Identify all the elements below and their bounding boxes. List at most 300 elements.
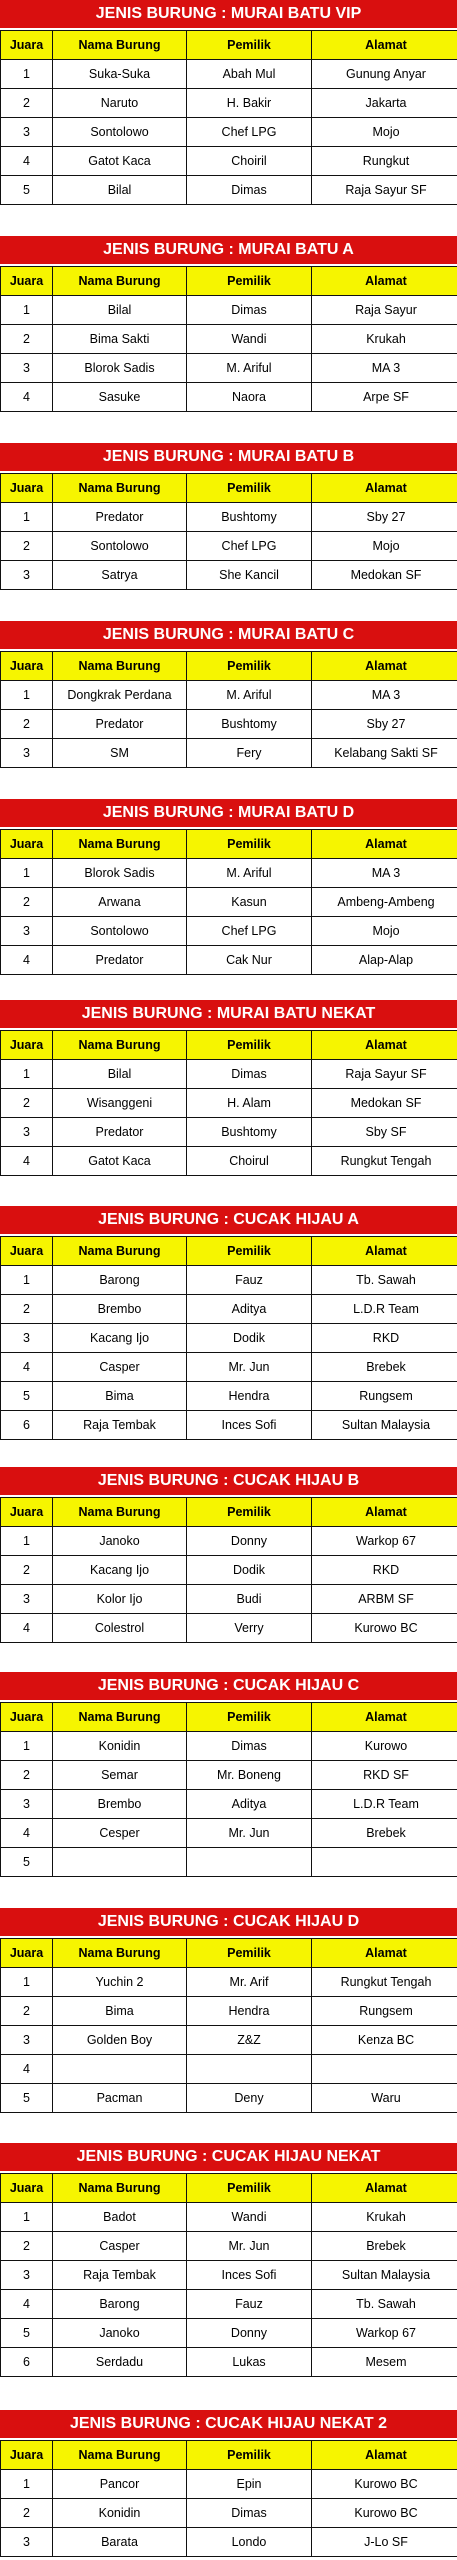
table-row bbox=[1, 1353, 457, 1382]
cell-bird: Janoko bbox=[53, 2319, 187, 2348]
cell-rank: 5 bbox=[1, 2319, 53, 2348]
cell-owner: Choirul bbox=[187, 1147, 312, 1176]
cell-address: RKD SF bbox=[312, 1761, 457, 1790]
table-header-row bbox=[1, 267, 457, 296]
cell-rank: 3 bbox=[1, 1585, 53, 1614]
cell-address: Krukah bbox=[312, 2203, 457, 2232]
table-row bbox=[1, 354, 457, 383]
cell-rank: 5 bbox=[1, 1382, 53, 1411]
cell-owner: Londo bbox=[187, 2528, 312, 2557]
cell-rank: 3 bbox=[1, 739, 53, 768]
cell-rank: 1 bbox=[1, 1266, 53, 1295]
result-section bbox=[0, 799, 457, 975]
table-header-row bbox=[1, 474, 457, 503]
cell-address: Kenza BC bbox=[312, 2026, 457, 2055]
table-row bbox=[1, 2470, 457, 2499]
column-header-rank: Juara bbox=[1, 1939, 53, 1968]
cell-rank: 3 bbox=[1, 118, 53, 147]
cell-bird: Predator bbox=[53, 503, 187, 532]
cell-owner: Chef LPG bbox=[187, 118, 312, 147]
cell-address: Brebek bbox=[312, 2232, 457, 2261]
section-title: JENIS BURUNG : CUCAK HIJAU B bbox=[0, 1467, 457, 1497]
cell-rank: 4 bbox=[1, 2055, 53, 2084]
section-title: JENIS BURUNG : CUCAK HIJAU C bbox=[0, 1672, 457, 1702]
cell-bird: Sontolowo bbox=[53, 917, 187, 946]
cell-address: Mojo bbox=[312, 917, 457, 946]
table-row bbox=[1, 2319, 457, 2348]
cell-bird: Predator bbox=[53, 946, 187, 975]
cell-bird: Kacang Ijo bbox=[53, 1556, 187, 1585]
table-row bbox=[1, 2055, 457, 2084]
cell-address: Gunung Anyar bbox=[312, 60, 457, 89]
cell-owner: Fery bbox=[187, 739, 312, 768]
cell-address: Rungsem bbox=[312, 1997, 457, 2026]
table-row bbox=[1, 2232, 457, 2261]
cell-bird: Bilal bbox=[53, 1060, 187, 1089]
results-table bbox=[0, 1236, 457, 1440]
cell-address: Kurowo BC bbox=[312, 2470, 457, 2499]
column-header-address: Alamat bbox=[312, 2441, 457, 2470]
cell-owner: Lukas bbox=[187, 2348, 312, 2377]
table-row bbox=[1, 1060, 457, 1089]
table-row bbox=[1, 383, 457, 412]
cell-address: Medokan SF bbox=[312, 1089, 457, 1118]
cell-bird: Sontolowo bbox=[53, 118, 187, 147]
cell-bird: Serdadu bbox=[53, 2348, 187, 2377]
cell-bird: Badot bbox=[53, 2203, 187, 2232]
table-row bbox=[1, 89, 457, 118]
cell-owner: Hendra bbox=[187, 1382, 312, 1411]
cell-bird: Brembo bbox=[53, 1790, 187, 1819]
cell-owner: Mr. Arif bbox=[187, 1968, 312, 1997]
cell-rank: 1 bbox=[1, 859, 53, 888]
table-row bbox=[1, 1997, 457, 2026]
table-row bbox=[1, 2084, 457, 2113]
column-header-bird: Nama Burung bbox=[53, 474, 187, 503]
cell-address: L.D.R Team bbox=[312, 1790, 457, 1819]
cell-bird: Predator bbox=[53, 1118, 187, 1147]
cell-bird: Pacman bbox=[53, 2084, 187, 2113]
cell-bird: Bima Sakti bbox=[53, 325, 187, 354]
cell-address: Rungkut bbox=[312, 147, 457, 176]
cell-bird: Arwana bbox=[53, 888, 187, 917]
cell-owner: H. Alam bbox=[187, 1089, 312, 1118]
column-header-address: Alamat bbox=[312, 2174, 457, 2203]
cell-address: Rungkut Tengah bbox=[312, 1968, 457, 1997]
table-row bbox=[1, 2348, 457, 2377]
table-row bbox=[1, 2528, 457, 2557]
column-header-rank: Juara bbox=[1, 31, 53, 60]
table-row bbox=[1, 296, 457, 325]
cell-owner: Aditya bbox=[187, 1790, 312, 1819]
section-title: JENIS BURUNG : CUCAK HIJAU A bbox=[0, 1206, 457, 1236]
column-header-owner: Pemilik bbox=[187, 2441, 312, 2470]
table-row bbox=[1, 1761, 457, 1790]
cell-rank: 1 bbox=[1, 1732, 53, 1761]
cell-rank: 4 bbox=[1, 946, 53, 975]
result-section bbox=[0, 621, 457, 768]
table-row bbox=[1, 1848, 457, 1877]
cell-address: Warkop 67 bbox=[312, 1527, 457, 1556]
cell-address: Sultan Malaysia bbox=[312, 2261, 457, 2290]
table-row bbox=[1, 1527, 457, 1556]
cell-bird: Suka-Suka bbox=[53, 60, 187, 89]
cell-owner: Wandi bbox=[187, 325, 312, 354]
cell-bird: Barong bbox=[53, 1266, 187, 1295]
table-row bbox=[1, 1382, 457, 1411]
cell-bird bbox=[53, 2055, 187, 2084]
cell-bird: Semar bbox=[53, 1761, 187, 1790]
cell-address: J-Lo SF bbox=[312, 2528, 457, 2557]
cell-rank: 4 bbox=[1, 1614, 53, 1643]
cell-bird: Konidin bbox=[53, 1732, 187, 1761]
cell-bird: Pancor bbox=[53, 2470, 187, 2499]
table-row bbox=[1, 1324, 457, 1353]
cell-address: Raja Sayur SF bbox=[312, 176, 457, 205]
column-header-rank: Juara bbox=[1, 2174, 53, 2203]
cell-bird: Gatot Kaca bbox=[53, 147, 187, 176]
column-header-bird: Nama Burung bbox=[53, 1498, 187, 1527]
cell-bird: Bilal bbox=[53, 176, 187, 205]
cell-rank: 5 bbox=[1, 1848, 53, 1877]
cell-rank: 4 bbox=[1, 1147, 53, 1176]
cell-rank: 4 bbox=[1, 1819, 53, 1848]
results-table bbox=[0, 473, 457, 590]
column-header-bird: Nama Burung bbox=[53, 1703, 187, 1732]
cell-bird: Brembo bbox=[53, 1295, 187, 1324]
column-header-address: Alamat bbox=[312, 830, 457, 859]
cell-owner: Bushtomy bbox=[187, 1118, 312, 1147]
cell-rank: 1 bbox=[1, 296, 53, 325]
column-header-owner: Pemilik bbox=[187, 830, 312, 859]
section-title: JENIS BURUNG : MURAI BATU D bbox=[0, 799, 457, 829]
cell-address: Mesem bbox=[312, 2348, 457, 2377]
cell-rank: 4 bbox=[1, 147, 53, 176]
column-header-bird: Nama Burung bbox=[53, 1237, 187, 1266]
cell-owner bbox=[187, 2055, 312, 2084]
results-table bbox=[0, 1497, 457, 1643]
table-row bbox=[1, 1585, 457, 1614]
table-row bbox=[1, 176, 457, 205]
cell-address: Alap-Alap bbox=[312, 946, 457, 975]
cell-rank: 2 bbox=[1, 532, 53, 561]
cell-address: ARBM SF bbox=[312, 1585, 457, 1614]
results-table bbox=[0, 30, 457, 205]
section-title: JENIS BURUNG : CUCAK HIJAU D bbox=[0, 1908, 457, 1938]
cell-rank: 3 bbox=[1, 2026, 53, 2055]
cell-owner: Donny bbox=[187, 1527, 312, 1556]
column-header-address: Alamat bbox=[312, 31, 457, 60]
cell-owner: Dimas bbox=[187, 1732, 312, 1761]
cell-owner: H. Bakir bbox=[187, 89, 312, 118]
results-table bbox=[0, 2173, 457, 2377]
cell-rank: 2 bbox=[1, 888, 53, 917]
result-section bbox=[0, 236, 457, 412]
table-row bbox=[1, 1968, 457, 1997]
cell-rank: 2 bbox=[1, 1089, 53, 1118]
cell-rank: 1 bbox=[1, 503, 53, 532]
cell-owner: Kasun bbox=[187, 888, 312, 917]
cell-owner: Chef LPG bbox=[187, 532, 312, 561]
cell-rank: 4 bbox=[1, 1353, 53, 1382]
cell-rank: 5 bbox=[1, 2084, 53, 2113]
section-title: JENIS BURUNG : MURAI BATU B bbox=[0, 443, 457, 473]
cell-bird: SM bbox=[53, 739, 187, 768]
column-header-rank: Juara bbox=[1, 652, 53, 681]
table-row bbox=[1, 118, 457, 147]
cell-rank: 2 bbox=[1, 2499, 53, 2528]
table-row bbox=[1, 917, 457, 946]
cell-bird: Yuchin 2 bbox=[53, 1968, 187, 1997]
table-header-row bbox=[1, 2441, 457, 2470]
column-header-owner: Pemilik bbox=[187, 2174, 312, 2203]
cell-owner: Hendra bbox=[187, 1997, 312, 2026]
column-header-address: Alamat bbox=[312, 267, 457, 296]
cell-owner: Mr. Jun bbox=[187, 2232, 312, 2261]
cell-address: Sby 27 bbox=[312, 710, 457, 739]
cell-address: Ambeng-Ambeng bbox=[312, 888, 457, 917]
cell-address: MA 3 bbox=[312, 681, 457, 710]
table-row bbox=[1, 325, 457, 354]
cell-address: Brebek bbox=[312, 1353, 457, 1382]
cell-rank: 2 bbox=[1, 89, 53, 118]
column-header-bird: Nama Burung bbox=[53, 31, 187, 60]
cell-rank: 2 bbox=[1, 325, 53, 354]
cell-address: Sultan Malaysia bbox=[312, 1411, 457, 1440]
table-header-row bbox=[1, 1031, 457, 1060]
result-section bbox=[0, 2143, 457, 2377]
cell-owner: Donny bbox=[187, 2319, 312, 2348]
table-header-row bbox=[1, 1237, 457, 1266]
cell-address: Kurowo BC bbox=[312, 1614, 457, 1643]
cell-address bbox=[312, 1848, 457, 1877]
table-header-row bbox=[1, 1703, 457, 1732]
cell-owner: Budi bbox=[187, 1585, 312, 1614]
column-header-bird: Nama Burung bbox=[53, 830, 187, 859]
cell-owner: Dodik bbox=[187, 1556, 312, 1585]
cell-owner: Dimas bbox=[187, 2499, 312, 2528]
column-header-rank: Juara bbox=[1, 1031, 53, 1060]
table-row bbox=[1, 1614, 457, 1643]
cell-bird: Predator bbox=[53, 710, 187, 739]
cell-address: RKD bbox=[312, 1556, 457, 1585]
table-row bbox=[1, 1819, 457, 1848]
cell-address: Brebek bbox=[312, 1819, 457, 1848]
cell-bird: Wisanggeni bbox=[53, 1089, 187, 1118]
result-section bbox=[0, 443, 457, 590]
cell-bird: Blorok Sadis bbox=[53, 354, 187, 383]
cell-owner: Mr. Boneng bbox=[187, 1761, 312, 1790]
cell-rank: 3 bbox=[1, 1118, 53, 1147]
cell-owner: Wandi bbox=[187, 2203, 312, 2232]
cell-owner: Fauz bbox=[187, 1266, 312, 1295]
result-section bbox=[0, 0, 457, 205]
cell-rank: 6 bbox=[1, 2348, 53, 2377]
column-header-bird: Nama Burung bbox=[53, 1031, 187, 1060]
column-header-rank: Juara bbox=[1, 1237, 53, 1266]
results-table bbox=[0, 829, 457, 975]
result-section bbox=[0, 1908, 457, 2113]
section-title: JENIS BURUNG : MURAI BATU C bbox=[0, 621, 457, 651]
cell-bird: Cesper bbox=[53, 1819, 187, 1848]
column-header-address: Alamat bbox=[312, 652, 457, 681]
cell-rank: 5 bbox=[1, 176, 53, 205]
cell-address: Warkop 67 bbox=[312, 2319, 457, 2348]
results-table bbox=[0, 1702, 457, 1877]
cell-address: Raja Sayur bbox=[312, 296, 457, 325]
cell-owner: Cak Nur bbox=[187, 946, 312, 975]
cell-rank: 6 bbox=[1, 1411, 53, 1440]
cell-address: Tb. Sawah bbox=[312, 1266, 457, 1295]
cell-bird: Raja Tembak bbox=[53, 2261, 187, 2290]
result-section bbox=[0, 1000, 457, 1176]
cell-owner: M. Ariful bbox=[187, 681, 312, 710]
cell-rank: 2 bbox=[1, 710, 53, 739]
cell-owner: Fauz bbox=[187, 2290, 312, 2319]
column-header-address: Alamat bbox=[312, 1703, 457, 1732]
cell-bird: Golden Boy bbox=[53, 2026, 187, 2055]
cell-owner: Inces Sofi bbox=[187, 1411, 312, 1440]
table-header-row bbox=[1, 1498, 457, 1527]
cell-bird: Casper bbox=[53, 1353, 187, 1382]
table-row bbox=[1, 561, 457, 590]
cell-owner: Inces Sofi bbox=[187, 2261, 312, 2290]
cell-owner: Chef LPG bbox=[187, 917, 312, 946]
cell-address: MA 3 bbox=[312, 354, 457, 383]
cell-bird: Naruto bbox=[53, 89, 187, 118]
column-header-bird: Nama Burung bbox=[53, 2174, 187, 2203]
cell-owner: M. Ariful bbox=[187, 354, 312, 383]
cell-rank: 3 bbox=[1, 2528, 53, 2557]
table-row bbox=[1, 1411, 457, 1440]
cell-rank: 4 bbox=[1, 383, 53, 412]
cell-address: Tb. Sawah bbox=[312, 2290, 457, 2319]
cell-address: Sby 27 bbox=[312, 503, 457, 532]
cell-bird: Raja Tembak bbox=[53, 1411, 187, 1440]
table-row bbox=[1, 1266, 457, 1295]
cell-owner: Aditya bbox=[187, 1295, 312, 1324]
cell-rank: 3 bbox=[1, 1790, 53, 1819]
column-header-address: Alamat bbox=[312, 1031, 457, 1060]
result-section bbox=[0, 2410, 457, 2557]
column-header-owner: Pemilik bbox=[187, 31, 312, 60]
cell-owner: Bushtomy bbox=[187, 710, 312, 739]
cell-address: Kurowo bbox=[312, 1732, 457, 1761]
cell-address: MA 3 bbox=[312, 859, 457, 888]
table-row bbox=[1, 2203, 457, 2232]
cell-rank: 1 bbox=[1, 2470, 53, 2499]
cell-rank: 3 bbox=[1, 917, 53, 946]
column-header-rank: Juara bbox=[1, 1703, 53, 1732]
cell-address: Mojo bbox=[312, 118, 457, 147]
cell-rank: 3 bbox=[1, 1324, 53, 1353]
column-header-bird: Nama Burung bbox=[53, 1939, 187, 1968]
cell-rank: 3 bbox=[1, 354, 53, 383]
table-row bbox=[1, 147, 457, 176]
column-header-bird: Nama Burung bbox=[53, 2441, 187, 2470]
cell-owner: Z&Z bbox=[187, 2026, 312, 2055]
table-header-row bbox=[1, 31, 457, 60]
column-header-address: Alamat bbox=[312, 474, 457, 503]
cell-bird: Blorok Sadis bbox=[53, 859, 187, 888]
cell-rank: 1 bbox=[1, 681, 53, 710]
table-row bbox=[1, 946, 457, 975]
cell-bird: Satrya bbox=[53, 561, 187, 590]
results-table bbox=[0, 651, 457, 768]
cell-address: Waru bbox=[312, 2084, 457, 2113]
cell-address bbox=[312, 2055, 457, 2084]
cell-bird: Konidin bbox=[53, 2499, 187, 2528]
section-title: JENIS BURUNG : CUCAK HIJAU NEKAT bbox=[0, 2143, 457, 2173]
cell-address: RKD bbox=[312, 1324, 457, 1353]
section-title: JENIS BURUNG : MURAI BATU A bbox=[0, 236, 457, 266]
column-header-owner: Pemilik bbox=[187, 652, 312, 681]
column-header-address: Alamat bbox=[312, 1237, 457, 1266]
cell-bird: Colestrol bbox=[53, 1614, 187, 1643]
column-header-rank: Juara bbox=[1, 267, 53, 296]
column-header-owner: Pemilik bbox=[187, 1939, 312, 1968]
table-row bbox=[1, 2499, 457, 2528]
cell-owner: Epin bbox=[187, 2470, 312, 2499]
cell-owner: M. Ariful bbox=[187, 859, 312, 888]
table-header-row bbox=[1, 652, 457, 681]
cell-address: Kelabang Sakti SF bbox=[312, 739, 457, 768]
results-table bbox=[0, 1030, 457, 1176]
cell-owner: Deny bbox=[187, 2084, 312, 2113]
cell-rank: 2 bbox=[1, 1761, 53, 1790]
results-table bbox=[0, 1938, 457, 2113]
cell-address: Jakarta bbox=[312, 89, 457, 118]
result-section bbox=[0, 1467, 457, 1643]
table-row bbox=[1, 710, 457, 739]
results-table bbox=[0, 2440, 457, 2557]
cell-owner: Dimas bbox=[187, 1060, 312, 1089]
cell-rank: 1 bbox=[1, 60, 53, 89]
cell-rank: 2 bbox=[1, 1997, 53, 2026]
column-header-owner: Pemilik bbox=[187, 267, 312, 296]
table-row bbox=[1, 888, 457, 917]
cell-address: L.D.R Team bbox=[312, 1295, 457, 1324]
table-row bbox=[1, 681, 457, 710]
column-header-address: Alamat bbox=[312, 1939, 457, 1968]
cell-bird: Bima bbox=[53, 1997, 187, 2026]
cell-owner: Choiril bbox=[187, 147, 312, 176]
column-header-bird: Nama Burung bbox=[53, 652, 187, 681]
cell-bird: Sasuke bbox=[53, 383, 187, 412]
cell-rank: 3 bbox=[1, 561, 53, 590]
column-header-rank: Juara bbox=[1, 830, 53, 859]
cell-bird: Bilal bbox=[53, 296, 187, 325]
cell-bird: Barong bbox=[53, 2290, 187, 2319]
table-header-row bbox=[1, 1939, 457, 1968]
table-row bbox=[1, 1790, 457, 1819]
cell-owner: Dimas bbox=[187, 176, 312, 205]
column-header-owner: Pemilik bbox=[187, 1703, 312, 1732]
table-row bbox=[1, 2290, 457, 2319]
cell-owner: Bushtomy bbox=[187, 503, 312, 532]
cell-address: Kurowo BC bbox=[312, 2499, 457, 2528]
cell-owner: Dimas bbox=[187, 296, 312, 325]
column-header-rank: Juara bbox=[1, 1498, 53, 1527]
section-title: JENIS BURUNG : MURAI BATU NEKAT bbox=[0, 1000, 457, 1030]
table-row bbox=[1, 739, 457, 768]
column-header-owner: Pemilik bbox=[187, 1237, 312, 1266]
table-row bbox=[1, 532, 457, 561]
section-title: JENIS BURUNG : MURAI BATU VIP bbox=[0, 0, 457, 30]
cell-address: Sby SF bbox=[312, 1118, 457, 1147]
cell-bird: Kacang Ijo bbox=[53, 1324, 187, 1353]
cell-owner: Mr. Jun bbox=[187, 1819, 312, 1848]
